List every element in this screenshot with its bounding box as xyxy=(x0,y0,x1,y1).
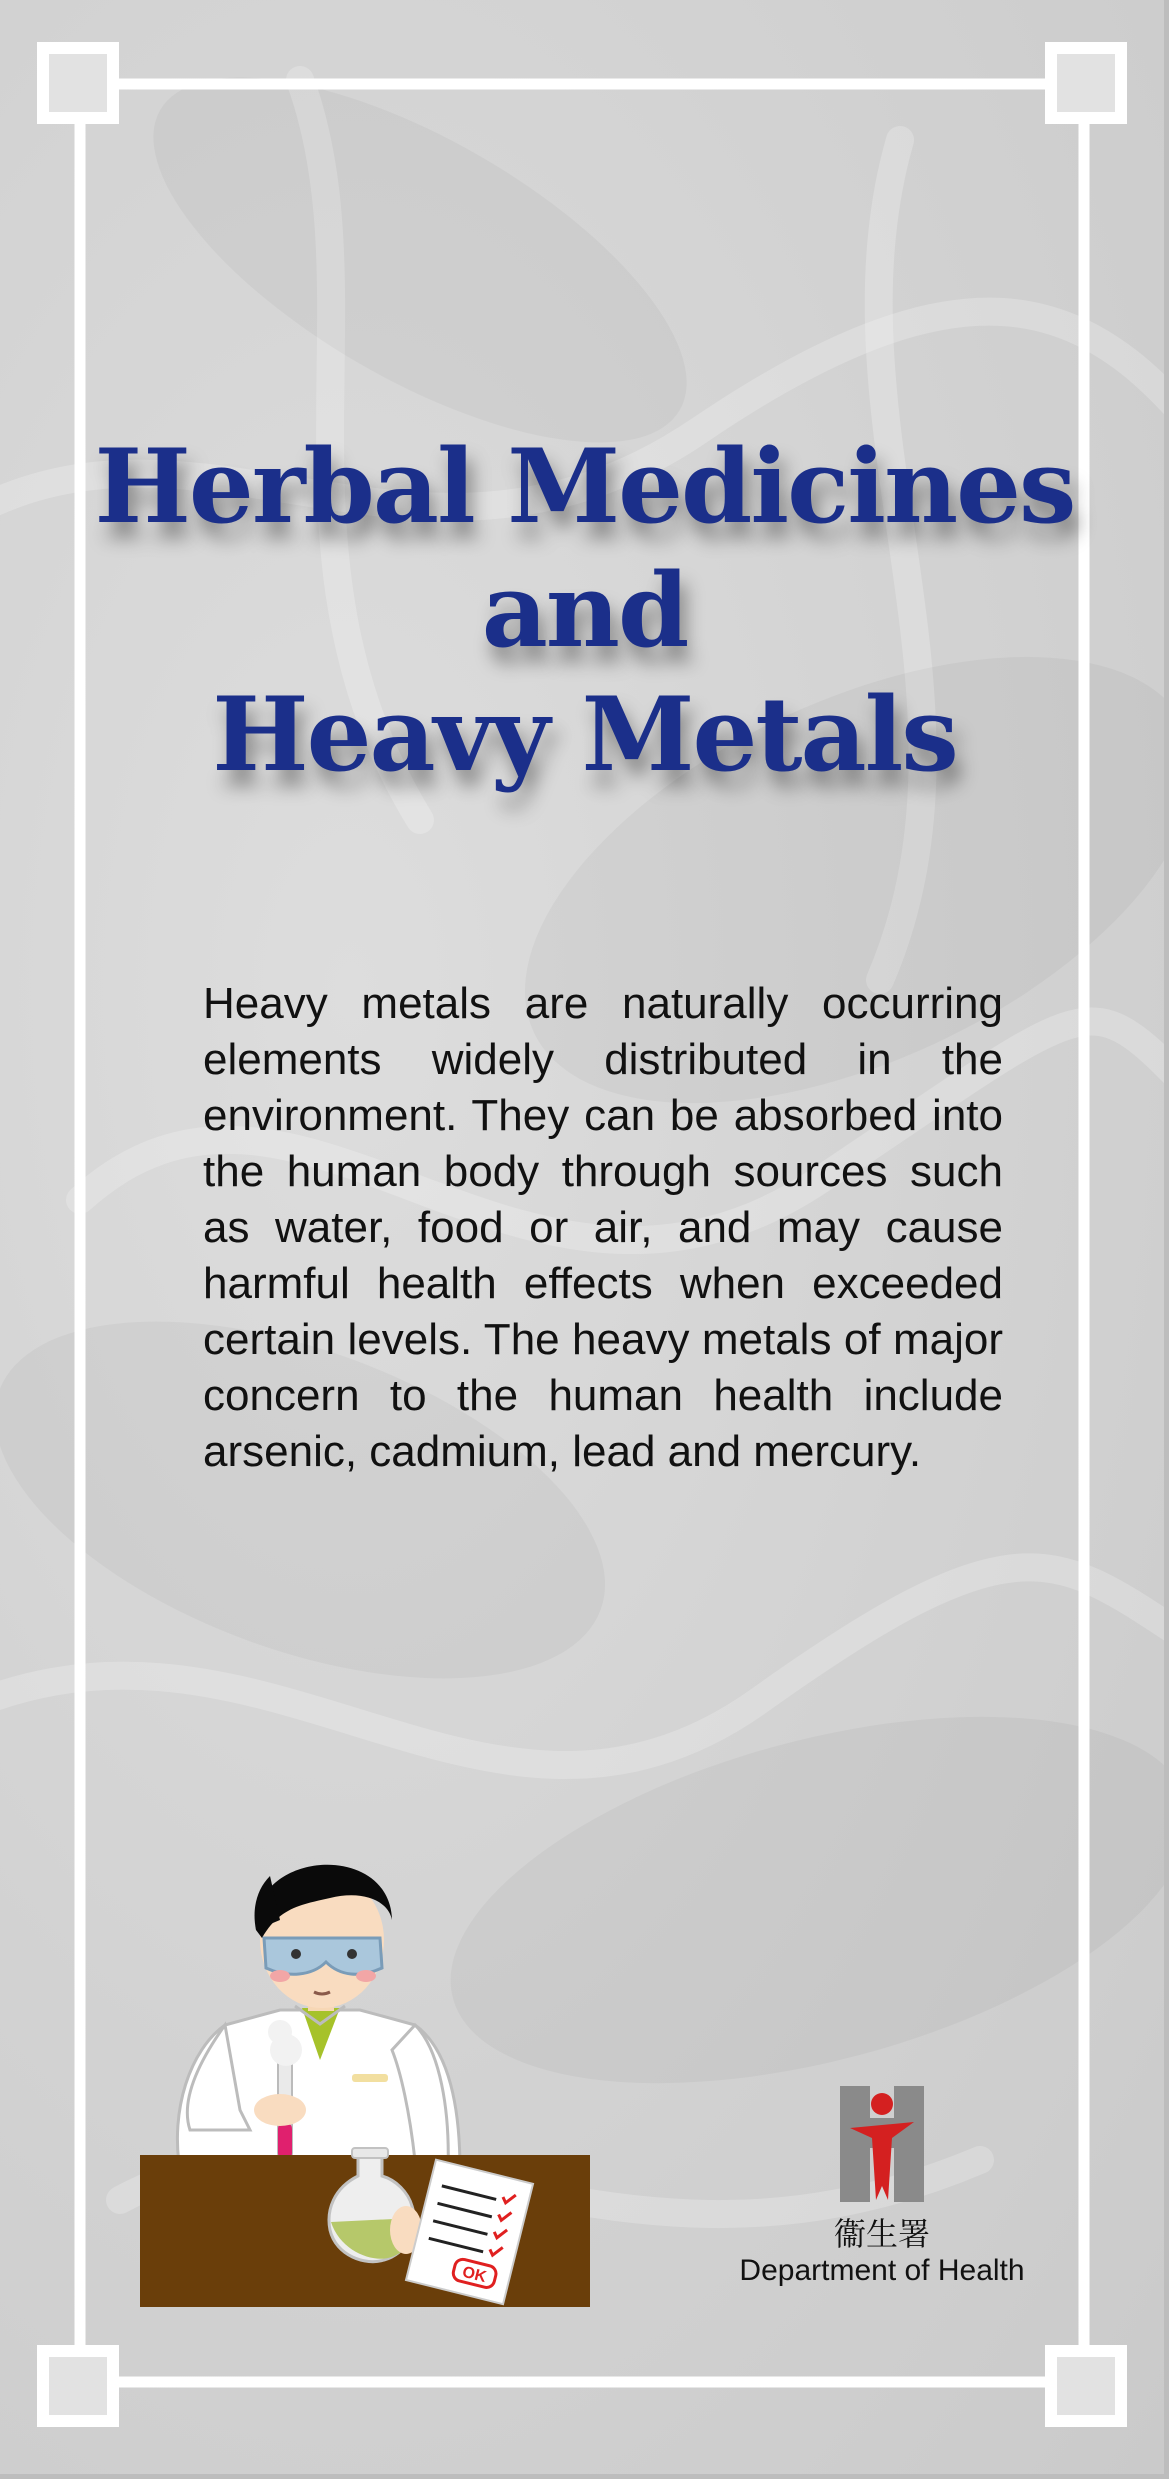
illustration xyxy=(130,1810,600,2315)
title-line-1: Herbal Medicines xyxy=(94,427,1075,547)
department-of-health-logo xyxy=(722,2082,1042,2288)
checklist-ok-badge: OK xyxy=(460,2263,488,2287)
scientist-at-lab-bench-icon xyxy=(130,1810,600,2310)
poster-title xyxy=(60,425,1109,797)
title-line-3: Heavy Metals xyxy=(212,675,957,795)
title-line-2: and xyxy=(481,551,688,671)
body-paragraph: Heavy metals are naturally occurring elements widely distributed in the environment. They can be absorbed into the human body through sources such as water, food or air, and may cause harmful health effects when exceeded certain levels. The heavy metals of major concern to the human health include arsenic, cadmium, lead and mercury. xyxy=(203,979,1003,1476)
department-of-health-logo-icon xyxy=(832,2082,932,2206)
department-name-english: Department of Health xyxy=(739,2254,1025,2287)
department-name-chinese: 衞生署 xyxy=(833,2215,930,2253)
